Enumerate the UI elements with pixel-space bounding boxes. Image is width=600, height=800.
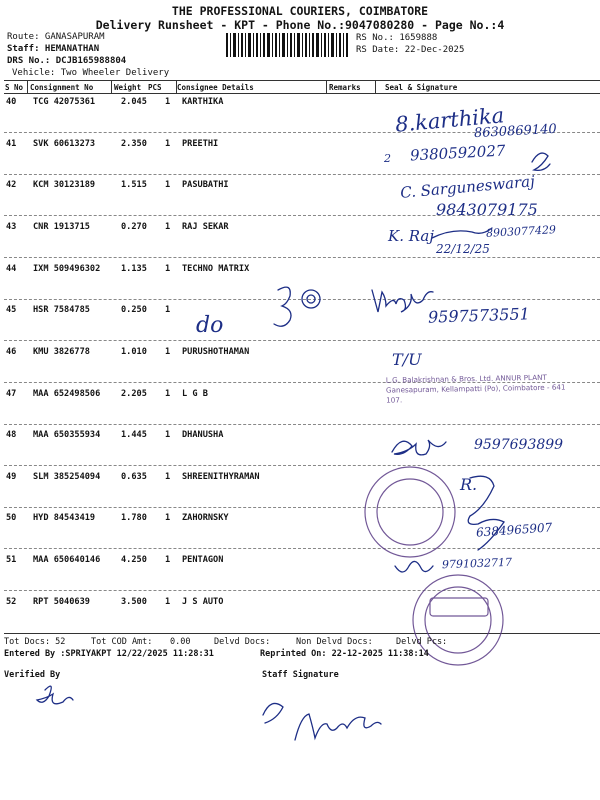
company-stamp: L.G. Balakrishnan & Bros. Ltd. ANNUR PLANT Ganesapuram, Kellampatti (Po), Coimbatore - 641 107. xyxy=(385,372,566,405)
row-consignee: KARTHIKA xyxy=(182,97,224,107)
row-weight: 4.250 xyxy=(121,555,147,565)
entered-by: Entered By :SPRIYAKPT 12/22/2025 11:28:31 xyxy=(4,649,214,659)
signature-karthika: 8.karthika xyxy=(394,103,506,137)
note-tu: T/U xyxy=(392,350,422,369)
row-pcs: 1 xyxy=(165,97,171,107)
col-header-consignee: Consignee Details xyxy=(177,83,254,92)
row-sno: 46 xyxy=(6,347,17,357)
phone-pasubathi: 9843079175 xyxy=(436,200,538,219)
row-sno: 40 xyxy=(6,97,17,107)
row-consignee: L G B xyxy=(182,389,208,399)
date-raj-sekar: 22/12/25 xyxy=(436,242,490,256)
rs-number: RS No.: 1659888 xyxy=(356,33,438,43)
non-delivered-docs: Non Delvd Docs: xyxy=(296,637,373,647)
row-weight: 3.500 xyxy=(121,597,147,607)
phone-pentagon: 9791032717 xyxy=(441,555,513,572)
row-pcs: 1 xyxy=(165,222,171,232)
row-consignee: PURUSHOTHAMAN xyxy=(182,347,250,357)
col-header-weight: Weight xyxy=(114,83,142,92)
row-weight: 2.350 xyxy=(121,139,147,149)
row-pcs: 1 xyxy=(165,139,171,149)
row-pcs: 1 xyxy=(165,430,171,440)
verified-by-label: Verified By xyxy=(4,670,61,680)
row-consignment: MAA 650355934 xyxy=(33,430,101,440)
route-label: Route: GANASAPURAM xyxy=(7,32,105,42)
col-header-consignment: Consignment No xyxy=(30,83,94,92)
row-weight: 0.635 xyxy=(121,472,147,482)
reprinted-on: Reprinted On: 22-12-2025 11:38:14 xyxy=(260,649,429,659)
phone-dhanusha: 9597693899 xyxy=(474,437,564,453)
row-pcs: 1 xyxy=(165,597,171,607)
row-weight: 0.250 xyxy=(121,305,147,315)
staff-signature-label: Staff Signature xyxy=(262,670,339,680)
row-pcs: 1 xyxy=(165,472,171,482)
runsheet-title: Delivery Runsheet - KPT - Phone No.:9047080280 - Page No.:4 xyxy=(95,18,505,32)
signature-raj-sekar: K. Raj xyxy=(388,227,434,245)
total-docs: Tot Docs: 52 xyxy=(4,637,66,647)
row-consignment: KMU 3826778 xyxy=(33,347,90,357)
row-consignment: HYD 84543419 xyxy=(33,513,96,523)
row-consignment: CNR 1913715 xyxy=(33,222,90,232)
row-consignee: PASUBATHI xyxy=(182,180,229,190)
row-pcs: 1 xyxy=(165,180,171,190)
row-consignment: IXM 509496302 xyxy=(33,264,101,274)
row-sno: 48 xyxy=(6,430,17,440)
row-sno: 49 xyxy=(6,472,17,482)
row-consignment: TCG 42075361 xyxy=(33,97,96,107)
remark-do: do xyxy=(196,313,224,338)
row-consignment: RPT 5040639 xyxy=(33,597,90,607)
row-pcs: 1 xyxy=(165,305,171,315)
row-sno: 52 xyxy=(6,597,17,607)
row-pcs: 1 xyxy=(165,513,171,523)
row-consignee: TECHNO MATRIX xyxy=(182,264,250,274)
rs-date: RS Date: 22-Dec-2025 xyxy=(356,45,465,55)
row-consignment: MAA 652498506 xyxy=(33,389,101,399)
signature-pasubathi: C. Sarguneswaraj xyxy=(399,172,536,202)
row-consignee: PENTAGON xyxy=(182,555,224,565)
col-header-pcs: PCS xyxy=(148,83,162,92)
phone-zahornsky: 6384965907 xyxy=(475,520,553,540)
delivered-pcs: Delvd Pcs: xyxy=(396,637,448,647)
mark-preethi: 2 xyxy=(384,152,391,165)
row-sno: 41 xyxy=(6,139,17,149)
phone-karthika: 8630869140 xyxy=(473,121,558,142)
row-consignee: DHANUSHA xyxy=(182,430,224,440)
row-weight: 0.270 xyxy=(121,222,147,232)
delivered-docs: Delvd Docs: xyxy=(214,637,271,647)
row-pcs: 1 xyxy=(165,389,171,399)
row-consignment: KCM 30123189 xyxy=(33,180,96,190)
row-sno: 47 xyxy=(6,389,17,399)
row-consignee: J S AUTO xyxy=(182,597,224,607)
vehicle-label: Vehicle: Two Wheeler Delivery xyxy=(12,68,170,78)
total-cod-amount: 0.00 xyxy=(170,637,191,647)
row-consignment: SLM 385254094 xyxy=(33,472,101,482)
row-consignee: PREETHI xyxy=(182,139,219,149)
row-sno: 44 xyxy=(6,264,17,274)
row-weight: 1.515 xyxy=(121,180,147,190)
staff-label: Staff: HEMANATHAN xyxy=(7,44,100,54)
row-sno: 51 xyxy=(6,555,17,565)
col-header-seal-signature: Seal & Signature xyxy=(385,83,458,92)
phone-row-45: 9597573551 xyxy=(427,304,531,327)
row-weight: 1.010 xyxy=(121,347,147,357)
row-weight: 1.445 xyxy=(121,430,147,440)
row-consignee: SHREENITHYRAMAN xyxy=(182,472,260,482)
row-pcs: 1 xyxy=(165,347,171,357)
row-weight: 2.045 xyxy=(121,97,147,107)
drs-number: DRS No.: DCJB165988804 xyxy=(7,56,127,66)
row-pcs: 1 xyxy=(165,555,171,565)
row-sno: 50 xyxy=(6,513,17,523)
row-weight: 1.135 xyxy=(121,264,147,274)
row-consignment: SVK 60613273 xyxy=(33,139,96,149)
row-consignment: HSR 7584785 xyxy=(33,305,90,315)
row-pcs: 1 xyxy=(165,264,171,274)
col-header-sno: S No xyxy=(5,83,24,92)
company-name: THE PROFESSIONAL COURIERS, COIMBATORE xyxy=(171,4,429,18)
row-consignee: ZAHORNSKY xyxy=(182,513,229,523)
row-sno: 43 xyxy=(6,222,17,232)
row-consignment: MAA 650640146 xyxy=(33,555,101,565)
row-consignee: RAJ SEKAR xyxy=(182,222,229,232)
row-weight: 1.780 xyxy=(121,513,147,523)
total-cod-label: Tot COD Amt: xyxy=(91,637,153,647)
row-sno: 45 xyxy=(6,305,17,315)
row-weight: 2.205 xyxy=(121,389,147,399)
signature-shreenithyraman: R. xyxy=(460,475,478,494)
phone-preethi: 9380592027 xyxy=(409,141,506,165)
col-header-remarks: Remarks xyxy=(329,83,361,92)
row-sno: 42 xyxy=(6,180,17,190)
phone-raj-sekar: 8903077429 xyxy=(485,223,557,240)
